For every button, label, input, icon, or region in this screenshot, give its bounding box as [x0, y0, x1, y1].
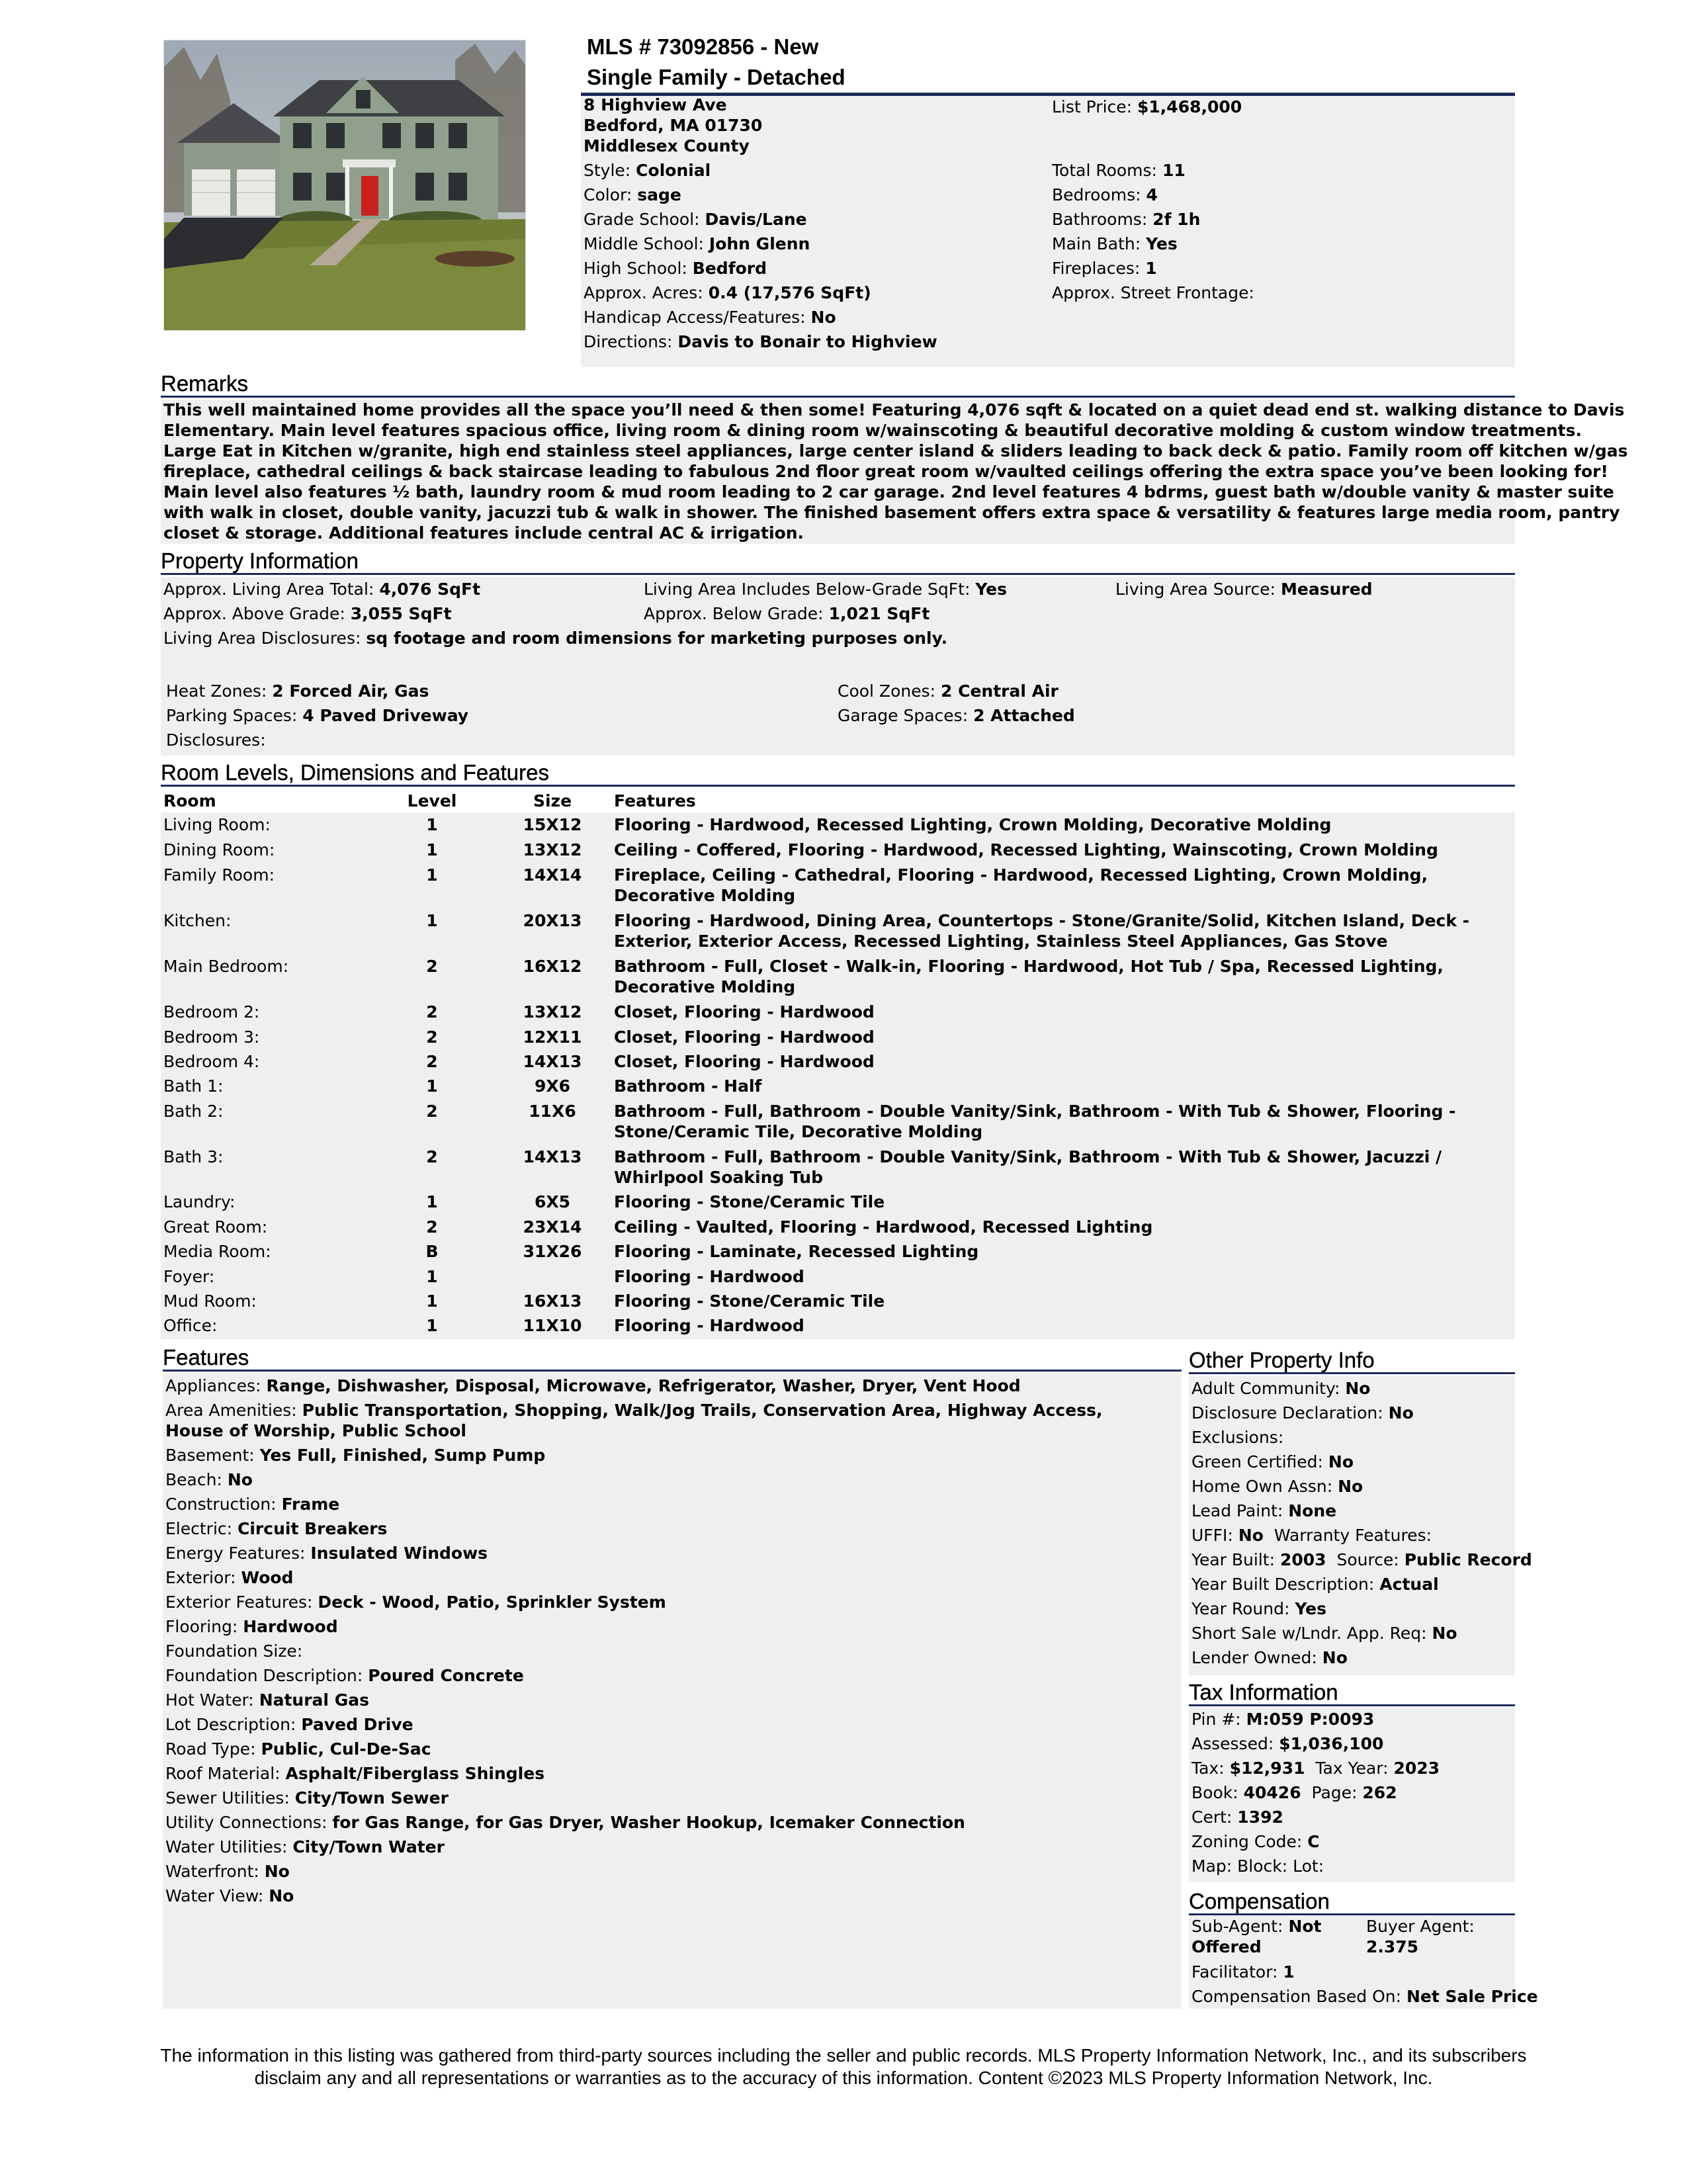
parking-spaces: Parking Spaces: 4 Paved Driveway	[166, 706, 469, 725]
year-built-description: Year Built Description: Actual	[1191, 1575, 1439, 1594]
mls-number: MLS # 73092856 - New	[587, 34, 819, 59]
sub-agent: Sub-Agent: Not Offered	[1191, 1917, 1322, 1956]
field-middle-school: Middle School: John Glenn	[584, 234, 810, 253]
rooms-table-header	[161, 789, 1515, 812]
features-list	[163, 1374, 1182, 2009]
list-item: Beach: No	[165, 1470, 253, 1489]
list-item: Energy Features: Insulated Windows	[165, 1544, 488, 1563]
map-block-lot: Map: Block: Lot:	[1191, 1856, 1324, 1876]
rooms-table: Room Level Size Features Living Room: 1 15X12 Flooring - Hardwood, Recessed Lighting, Crown Molding, Decorative Molding Dining Room: 1 13X12 Ceiling - Coffered, Flooring - Hardwood, Recessed Lighting, Wainscoting, Crown Molding Family Room: 1 14X14 Fireplace, Ceiling - Cathedral, Flooring - Hardwood, Recessed Lighting, Crown Molding, Decorative Molding Kitchen: 1 20X13 Flooring - Hardwood, Dining Area, Countertops - Stone/Granite/Solid, Kitchen Island, Deck - Exterior, Exterior Access, Recessed Lighting, Stainless Steel Appliances, Gas Stove Main Bedroom: 2 16X12 Bathroom - Full, Closet - Walk-in, Flooring - Hardwood, Hot Tub / Spa, Recessed Lighting, Decorative Molding Bedroom 2: 2 13X12 Closet, Flooring - Hardwood Bedroom 3: 2 12X11 Closet, Flooring - Hardwood Bedroom 4: 2 14X13 Closet, Flooring - Hardwood Bath 1: 1 9X6 Bathroom - Half Bath 2: 2 11X6 Bathroom - Full, Bathroom - Double Vanity/Sink, Bathroom - With Tub & Shower, Flooring - Stone/Ceramic Tile, Decorative Molding Bath 3: 2 14X13 Bathroom - Full, Bathroom - Double Vanity/Sink, Bathroom - With Tub & Shower, Jacuzzi / Whirlpool Soaking Tub Laundry: 1 6X5 Flooring - Stone/Ceramic Tile Great Room: 2 23X14 Ceiling - Vaulted, Flooring - Hardwood, Recessed Lighting Media Room: B 31X26 Flooring - Laminate, Recessed Lighting Foyer: 1 Flooring - Hardwood Mud Room: 1 16X13 Flooring - Stone/Ceramic Tile Office: 1 11X10 Flooring - Hardwood	[161, 789, 1515, 1339]
short-sale: Short Sale w/Lndr. App. Req: No	[1191, 1624, 1457, 1643]
property-info	[161, 577, 1515, 756]
col-level: Level	[407, 791, 457, 810]
book-page: Book: 40426 Page: 262	[1191, 1783, 1397, 1802]
col-features: Features	[614, 791, 696, 810]
cert: Cert: 1392	[1191, 1808, 1283, 1827]
list-price: List Price: $1,468,000	[1052, 97, 1242, 116]
city-state-zip: Bedford, MA 01730	[584, 116, 763, 135]
field-high-school: High School: Bedford	[584, 259, 767, 278]
field-bathrooms: Bathrooms: 2f 1h	[1052, 210, 1201, 229]
address-block	[584, 95, 762, 156]
field-main-bath: Main Bath: Yes	[1052, 234, 1178, 253]
list-item: Exterior: Wood	[165, 1568, 294, 1587]
list-item: Lot Description: Paved Drive	[165, 1715, 413, 1734]
disclaimer-footer: The information in this listing was gathered from third-party sources including the seller and public records. MLS Property Information Network, Inc., and its subscribers disclaim any and all representations or warranties as to the accuracy of this information. Content ©2023 MLS Property Information Network, Inc.	[160, 2045, 1527, 2088]
property-type: Single Family - Detached	[587, 65, 845, 89]
list-item: Appliances: Range, Dishwasher, Disposal, Microwave, Refrigerator, Washer, Dryer, Vent Hood	[165, 1376, 1021, 1395]
field-color: Color: sage	[584, 185, 681, 204]
list-item: Exterior Features: Deck - Wood, Patio, Sprinkler System	[165, 1593, 666, 1612]
living-area-disclosures: Living Area Disclosures: sq footage and room dimensions for marketing purposes only.	[163, 629, 948, 648]
field-bedrooms: Bedrooms: 4	[1052, 185, 1158, 204]
field-street-frontage: Approx. Street Frontage:	[1052, 283, 1254, 302]
year-built: Year Built: 2003 Source: Public Record	[1191, 1550, 1532, 1569]
street-address: 8 Highview Ave	[584, 95, 727, 114]
field-grade-school: Grade School: Davis/Lane	[584, 210, 807, 229]
house-photo-illustration	[164, 40, 526, 331]
year-round: Year Round: Yes	[1191, 1599, 1327, 1618]
list-item: Sewer Utilities: City/Town Sewer	[165, 1788, 449, 1808]
above-grade: Approx. Above Grade: 3,055 SqFt	[163, 604, 452, 623]
list-item: Basement: Yes Full, Finished, Sump Pump	[165, 1446, 546, 1465]
remarks-text: This well maintained home provides all the space you’ll need & then some! Featuring 4,076 sqft & located on a quiet dead end st. walking distance to Davis Elementary. Main level features spacious office, living room & dining room w/wainscoting & beautiful decorative molding & custom window treatments. Large Eat in Kitchen w/granite, high end stainless steel appliances, large center island & sliders leading to back deck & patio. Family room off kitchen w/gas fireplace, cathedral ceilings & back staircase leading to fabulous 2nd floor great room w/vaulted ceilings offering the extra space you’ve been looking for! Main level also features ½ bath, laundry room & mud room leading to 2 car garage. 2nd level features 4 bdrms, guest bath w/double vanity & master suite with walk in closet, double vanity, jacuzzi tub & walk in shower. The finished basement offers extra space & versatility & features large media room, pantry closet & storage. Additional features include central AC & irrigation.	[161, 400, 1515, 544]
other-info	[1189, 1376, 1532, 1675]
facilitator: Facilitator: 1	[1191, 1962, 1295, 1982]
col-size: Size	[533, 791, 572, 810]
features-heading: Features	[163, 1346, 1182, 1372]
remarks-heading: Remarks	[161, 372, 1515, 398]
below-grade: Approx. Below Grade: 1,021 SqFt	[644, 604, 930, 623]
field-directions: Directions: Davis to Bonair to Highview	[584, 332, 937, 351]
compensation-based-on: Compensation Based On: Net Sale Price	[1191, 1987, 1538, 2006]
field-fireplaces: Fireplaces: 1	[1052, 259, 1157, 278]
adult-community: Adult Community: No	[1191, 1379, 1371, 1398]
disclosure-declaration: Disclosure Declaration: No	[1191, 1403, 1414, 1422]
assessed-value: Assessed: $1,036,100	[1191, 1734, 1384, 1753]
exclusions: Exclusions:	[1191, 1428, 1284, 1447]
list-item: Road Type: Public, Cul-De-Sac	[165, 1739, 431, 1759]
lender-owned: Lender Owned: No	[1191, 1648, 1348, 1667]
cool-zones: Cool Zones: 2 Central Air	[838, 681, 1059, 701]
property-photo	[163, 40, 526, 331]
uffi: UFFI: No Warranty Features:	[1191, 1526, 1432, 1545]
tax-info	[1189, 1707, 1515, 1882]
rooms-heading: Room Levels, Dimensions and Features	[161, 761, 1515, 787]
green-certified: Green Certified: No	[1191, 1452, 1354, 1471]
field-total-rooms: Total Rooms: 11	[1052, 161, 1186, 180]
living-area-source: Living Area Source: Measured	[1115, 580, 1373, 599]
listing-summary	[581, 96, 1515, 367]
zoning-code: Zoning Code: C	[1191, 1832, 1320, 1851]
list-item: Construction: Frame	[165, 1495, 340, 1514]
below-grade-included: Living Area Includes Below-Grade SqFt: Yes	[644, 580, 1008, 599]
list-item: Electric: Circuit Breakers	[165, 1519, 388, 1538]
other-info-heading: Other Property Info	[1189, 1348, 1515, 1374]
list-item: Water View: No	[165, 1886, 294, 1905]
list-item: Roof Material: Asphalt/Fiberglass Shingles	[165, 1764, 545, 1783]
listing-title	[587, 32, 845, 93]
field-acres: Approx. Acres: 0.4 (17,576 SqFt)	[584, 283, 871, 302]
living-area-total: Approx. Living Area Total: 4,076 SqFt	[163, 580, 481, 599]
tax-amount: Tax: $12,931 Tax Year: 2023	[1191, 1759, 1440, 1778]
field-handicap: Handicap Access/Features: No	[584, 308, 836, 327]
list-item: Foundation Size:	[165, 1641, 303, 1661]
lead-paint: Lead Paint: None	[1191, 1501, 1337, 1520]
list-price-value: $1,468,000	[1137, 97, 1242, 116]
header-right-fields	[1052, 158, 1254, 305]
heat-zones: Heat Zones: 2 Forced Air, Gas	[166, 681, 429, 701]
list-item: Water Utilities: City/Town Water	[165, 1837, 445, 1856]
pin-number: Pin #: M:059 P:0093	[1191, 1710, 1375, 1729]
header-left-fields	[584, 158, 937, 354]
home-own-assn: Home Own Assn: No	[1191, 1477, 1363, 1496]
list-item: Foundation Description: Poured Concrete	[165, 1666, 524, 1685]
list-item: Area Amenities: Public Transportation, Shopping, Walk/Jog Trails, Conservation Area, Highway Access, House of Worship, Public School	[165, 1401, 1103, 1440]
compensation-info	[1189, 1916, 1538, 2009]
col-room: Room	[163, 791, 216, 810]
list-item: Utility Connections: for Gas Range, for Gas Dryer, Washer Hookup, Icemaker Connection	[165, 1813, 965, 1832]
field-style: Style: Colonial	[584, 161, 711, 180]
county: Middlesex County	[584, 136, 750, 155]
tax-info-heading: Tax Information	[1189, 1681, 1515, 1706]
list-item: Waterfront: No	[165, 1862, 290, 1881]
compensation-heading: Compensation	[1189, 1890, 1515, 1915]
buyer-agent: Buyer Agent: 2.375	[1366, 1917, 1475, 1956]
garage-spaces: Garage Spaces: 2 Attached	[838, 706, 1075, 725]
list-item: Flooring: Hardwood	[165, 1617, 338, 1636]
disclosures: Disclosures:	[166, 730, 266, 750]
property-info-heading: Property Information	[161, 549, 1515, 575]
list-item: Hot Water: Natural Gas	[165, 1690, 369, 1710]
